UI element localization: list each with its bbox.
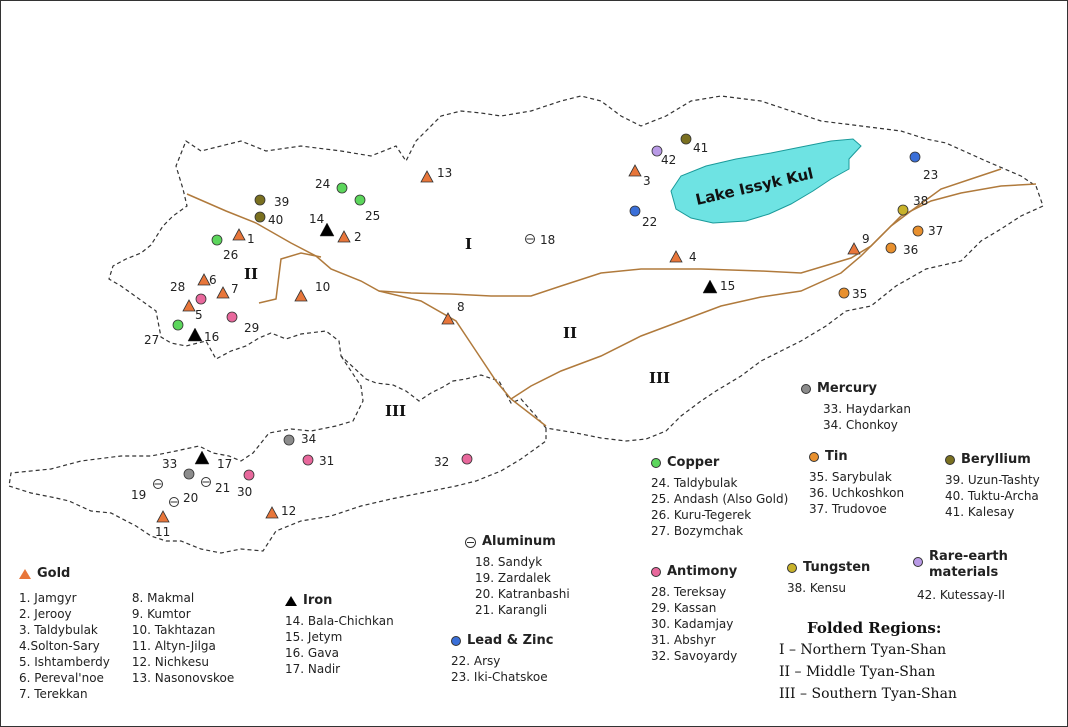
legend-copper-title: Copper xyxy=(667,455,720,470)
gold-triangle-icon xyxy=(338,231,350,242)
legend-tin xyxy=(809,449,904,517)
legend-item: 13. Nasonovskoe xyxy=(131,671,235,685)
legend-gold-title: Gold xyxy=(37,566,71,581)
deposit-number-label: 8 xyxy=(457,300,465,314)
deposit-number-label: 16 xyxy=(204,330,220,344)
iron-triangle-icon xyxy=(285,596,297,606)
deposit-number-label: 13 xyxy=(437,166,453,180)
gold-triangle-icon xyxy=(295,290,307,301)
legend-mercury-title: Mercury xyxy=(817,381,878,396)
beryllium-circle-icon xyxy=(255,212,265,222)
legend-item: 37. Trudovoe xyxy=(809,502,887,516)
legend-item: 33. Haydarkan xyxy=(823,402,911,416)
legend-item: 2. Jerooy xyxy=(19,607,72,621)
deposit-number-label: 17 xyxy=(217,457,233,471)
lead-zinc-circle-icon xyxy=(451,636,461,646)
legend-item: 8. Makmal xyxy=(131,591,195,605)
deposit-number-label: 21 xyxy=(215,481,231,495)
gold-triangle-icon xyxy=(848,243,860,254)
deposit-number-label: 33 xyxy=(162,457,178,471)
legend-rare-earth xyxy=(913,549,1008,603)
legend-item: 28. Tereksay xyxy=(651,585,727,599)
legend-antimony xyxy=(651,564,737,664)
deposit-number-label: 41 xyxy=(693,141,709,155)
legend-lead-zinc-title: Lead & Zinc xyxy=(467,633,554,648)
legend-beryllium-header xyxy=(945,452,1040,468)
antimony-circle-icon xyxy=(244,470,254,480)
lake-label: Lake Issyk Kul xyxy=(693,164,816,209)
legend-iron-header xyxy=(285,593,394,609)
antimony-circle-icon xyxy=(196,294,206,304)
folded-region-item: III – Southern Tyan-Shan xyxy=(779,686,957,702)
deposit-number-label: 28 xyxy=(170,280,186,294)
legend-item: 39. Uzun-Tashty xyxy=(945,473,1040,487)
deposit-number-label: 9 xyxy=(862,232,870,246)
legend-item: 23. Iki-Chatskoe xyxy=(451,670,548,684)
tin-circle-icon xyxy=(809,452,819,462)
tin-circle-icon xyxy=(913,226,923,236)
antimony-circle-icon xyxy=(303,455,313,465)
legend-item: 35. Sarybulak xyxy=(809,470,892,484)
legend-antimony-title: Antimony xyxy=(667,564,738,579)
fault-line-inner xyxy=(259,253,321,303)
gold-triangle-icon xyxy=(629,165,641,176)
antimony-circle-icon xyxy=(462,454,472,464)
legend-item: 4.Solton-Sary xyxy=(19,639,100,653)
beryllium-circle-icon xyxy=(255,195,265,205)
mercury-circle-icon xyxy=(184,469,194,479)
deposit-number-label: 35 xyxy=(852,287,868,301)
tin-circle-icon xyxy=(839,288,849,298)
legend-gold-header xyxy=(19,566,234,582)
legend-item: 38. Kensu xyxy=(787,581,847,595)
legend-tin-title: Tin xyxy=(825,449,848,464)
copper-circle-icon xyxy=(337,183,347,193)
gold-triangle-icon xyxy=(233,229,245,240)
tungsten-circle-icon xyxy=(787,563,797,573)
antimony-circle-icon xyxy=(651,567,661,577)
legend-item: 21. Karangli xyxy=(475,603,548,617)
beryllium-circle-icon xyxy=(945,455,955,465)
legend-item: 40. Tuktu-Archa xyxy=(945,489,1039,503)
legend-item: 1. Jamgyr xyxy=(19,591,77,605)
mercury-circle-icon xyxy=(801,384,811,394)
gold-triangle-icon xyxy=(670,251,682,262)
folded-region-item: II – Middle Tyan-Shan xyxy=(779,664,936,680)
deposit-number-label: 7 xyxy=(231,282,239,296)
deposit-number-label: 36 xyxy=(903,243,919,257)
legend-iron-title: Iron xyxy=(303,593,333,608)
legend-item: 20. Katranbashi xyxy=(475,587,570,601)
legend-item: 3. Taldybulak xyxy=(19,623,98,637)
deposit-number-label: 23 xyxy=(923,168,939,182)
legend-item: 31. Abshyr xyxy=(651,633,716,647)
deposit-number-label: 37 xyxy=(928,224,944,238)
deposit-number-label: 1 xyxy=(247,232,255,246)
legend-aluminum-title: Aluminum xyxy=(482,534,556,549)
iron-triangle-icon xyxy=(188,328,202,341)
legend-item: 26. Kuru-Tegerek xyxy=(651,508,752,522)
legend-rare-earth-header xyxy=(913,549,1008,581)
aluminum-theta-icon xyxy=(154,480,163,489)
iron-triangle-icon xyxy=(703,280,717,293)
folded-regions-legend xyxy=(779,619,957,705)
copper-circle-icon xyxy=(212,235,222,245)
legend-antimony-header xyxy=(651,564,737,580)
folded-region-item: I – Northern Tyan-Shan xyxy=(779,642,947,658)
deposit-number-label: 42 xyxy=(661,153,677,167)
legend-item: 14. Bala-Chichkan xyxy=(285,614,394,628)
deposit-number-label: 14 xyxy=(309,212,325,226)
legend-item: 16. Gava xyxy=(285,646,340,660)
legend-copper xyxy=(651,455,788,539)
deposit-number-label: 30 xyxy=(237,485,253,499)
deposit-number-label: 27 xyxy=(144,333,160,347)
iron-triangle-icon xyxy=(195,451,209,464)
deposit-number-label: 25 xyxy=(365,209,381,223)
deposit-number-label: 5 xyxy=(195,308,203,322)
copper-circle-icon xyxy=(651,458,661,468)
legend-mercury-header xyxy=(801,381,911,397)
gold-triangle-icon xyxy=(157,511,169,522)
fault-line-middle xyxy=(511,184,1036,399)
legend-item: 10. Takhtazan xyxy=(131,623,216,637)
legend-aluminum-header xyxy=(465,534,570,550)
legend-item: 41. Kalesay xyxy=(945,505,1015,519)
legend-item: 34. Chonkoy xyxy=(823,418,898,432)
region-label-i: I xyxy=(465,235,473,253)
deposit-number-label: 31 xyxy=(319,454,335,468)
region-label-ii-west: II xyxy=(244,265,259,283)
lead_zinc-circle-icon xyxy=(630,206,640,216)
deposit-number-label: 15 xyxy=(720,279,736,293)
legend-lead-zinc xyxy=(451,633,553,685)
deposit-number-label: 6 xyxy=(209,273,217,287)
legend-gold xyxy=(19,566,234,702)
gold-triangle-icon xyxy=(19,569,31,579)
legend-item: 5. Ishtamberdy xyxy=(19,655,110,669)
antimony-circle-icon xyxy=(227,312,237,322)
fault-line-north xyxy=(187,169,1001,296)
deposit-number-label: 34 xyxy=(301,432,317,446)
deposit-number-label: 39 xyxy=(274,195,290,209)
deposit-number-label: 24 xyxy=(315,177,331,191)
lead_zinc-circle-icon xyxy=(910,152,920,162)
legend-item: 30. Kadamjay xyxy=(651,617,734,631)
deposit-number-label: 19 xyxy=(131,488,147,502)
legend-tin-header xyxy=(809,449,904,465)
legend-tungsten xyxy=(787,560,870,596)
legend-item: 36. Uchkoshkon xyxy=(809,486,905,500)
deposit-number-label: 12 xyxy=(281,504,297,518)
copper-circle-icon xyxy=(173,320,183,330)
aluminum-theta-icon xyxy=(170,498,179,507)
deposit-number-label: 40 xyxy=(268,213,284,227)
legend-item: 6. Pereval'noe xyxy=(19,671,104,685)
deposit-number-label: 2 xyxy=(354,230,362,244)
region-label-iii-east: III xyxy=(649,369,671,387)
legend-beryllium xyxy=(945,452,1040,520)
legend-item: 15. Jetym xyxy=(285,630,343,644)
gold-triangle-icon xyxy=(217,287,229,298)
rare-earth-circle-icon xyxy=(913,557,923,567)
tungsten-circle-icon xyxy=(898,205,908,215)
deposit-number-label: 38 xyxy=(913,194,929,208)
legend-item: 42. Kutessay-II xyxy=(917,588,1006,602)
mercury-circle-icon xyxy=(284,435,294,445)
legend-item: 29. Kassan xyxy=(651,601,717,615)
legend-tungsten-title: Tungsten xyxy=(803,560,871,575)
gold-triangle-icon xyxy=(183,300,195,311)
deposit-number-label: 20 xyxy=(183,491,199,505)
deposit-number-label: 10 xyxy=(315,280,331,294)
aluminum-theta-icon xyxy=(465,537,476,548)
copper-circle-icon xyxy=(355,195,365,205)
legend-copper-header xyxy=(651,455,788,471)
deposit-number-label: 11 xyxy=(155,525,171,539)
legend-item: 9. Kumtor xyxy=(131,607,191,621)
deposit-number-label: 4 xyxy=(689,250,697,264)
tin-circle-icon xyxy=(886,243,896,253)
legend-item: 12. Nichkesu xyxy=(131,655,210,669)
aluminum-theta-icon xyxy=(202,478,211,487)
deposit-number-label: 29 xyxy=(244,321,260,335)
deposit-number-label: 32 xyxy=(434,455,450,469)
legend-item: 22. Arsy xyxy=(451,654,501,668)
legend-iron xyxy=(285,593,394,677)
legend-item: 7. Terekkan xyxy=(19,687,88,701)
gold-triangle-icon xyxy=(421,171,433,182)
deposit-number-label: 3 xyxy=(643,174,651,188)
legend-item: 27. Bozymchak xyxy=(651,524,744,538)
legend-item: 18. Sandyk xyxy=(475,555,543,569)
legend-item: 32. Savoyardy xyxy=(651,649,738,663)
legend-lead-zinc-header xyxy=(451,633,553,649)
deposit-number-label: 22 xyxy=(642,215,658,229)
beryllium-circle-icon xyxy=(681,134,691,144)
folded-regions-title: Folded Regions: xyxy=(807,619,942,637)
legend-beryllium-title: Beryllium xyxy=(961,452,1031,467)
legend-mercury xyxy=(801,381,911,433)
legend-tungsten-header xyxy=(787,560,870,576)
legend-rare-earth-title-2: materials xyxy=(929,565,999,580)
legend-rare-earth-title-wrap xyxy=(929,549,1008,581)
legend-item: 25. Andash (Also Gold) xyxy=(651,492,789,506)
legend-item: 17. Nadir xyxy=(285,662,341,676)
legend-item: 19. Zardalek xyxy=(475,571,551,585)
aluminum-theta-icon xyxy=(526,235,535,244)
legend-item: 24. Taldybulak xyxy=(651,476,738,490)
region-label-ii-east: II xyxy=(563,324,578,342)
legend-rare-earth-title-1: Rare-earth xyxy=(929,549,1008,564)
gold-triangle-icon xyxy=(266,507,278,518)
region-label-iii-west: III xyxy=(385,402,407,420)
deposit-number-label: 26 xyxy=(223,248,239,262)
legend-aluminum xyxy=(465,534,570,618)
deposit-number-label: 18 xyxy=(540,233,556,247)
legend-item: 11. Altyn-Jilga xyxy=(131,639,216,653)
